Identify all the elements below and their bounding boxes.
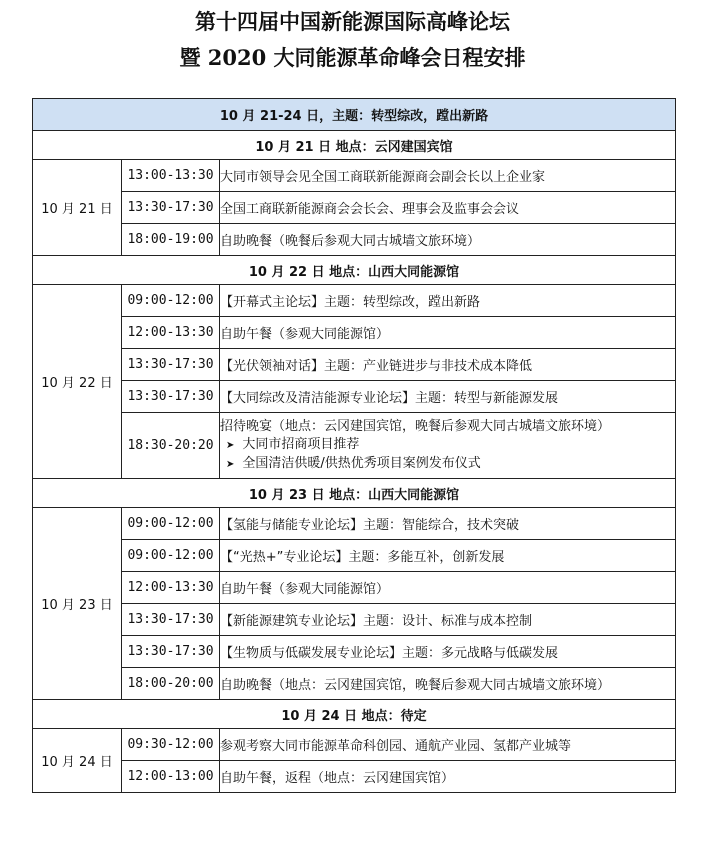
time-cell: 09:00-12:00: [122, 540, 220, 572]
day-bar: 10 月 22 日 地点：山西大同能源馆: [33, 256, 676, 285]
event-cell: 【大同综改及清洁能源专业论坛】主题：转型与新能源发展: [220, 381, 676, 413]
sub-item-text: 大同市招商项目推荐: [242, 436, 360, 452]
time-cell: 13:30-17:30: [122, 604, 220, 636]
event-cell: 全国工商联新能源商会会长会、理事会及监事会会议: [220, 192, 676, 224]
event-cell: 自助午餐（参观大同能源馆）: [220, 317, 676, 349]
time-cell: 13:30-17:30: [122, 349, 220, 381]
event-cell: 【新能源建筑专业论坛】主题：设计、标准与成本控制: [220, 604, 676, 636]
sub-item: [220, 436, 675, 455]
day-label: 10 月 23 日: [33, 508, 122, 700]
day-bar: 10 月 24 日 地点：待定: [33, 700, 676, 729]
time-cell: 13:30-17:30: [122, 381, 220, 413]
event-cell: 参观考察大同市能源革命科创园、通航产业园、氢都产业城等: [220, 729, 676, 761]
event-cell: [220, 413, 676, 479]
day-label: 10 月 21 日: [33, 160, 122, 256]
event-cell: 自助午餐（参观大同能源馆）: [220, 572, 676, 604]
schedule-table: [32, 98, 676, 793]
event-cell: 【氢能与储能专业论坛】主题：智能综合，技术突破: [220, 508, 676, 540]
day-bar: 10 月 23 日 地点：山西大同能源馆: [33, 479, 676, 508]
event-cell: 【生物质与低碳发展专业论坛】主题：多元战略与低碳发展: [220, 636, 676, 668]
event-cell: 【光伏领袖对话】主题：产业链进步与非技术成本降低: [220, 349, 676, 381]
time-cell: 13:00-13:30: [122, 160, 220, 192]
day-label: 10 月 24 日: [33, 729, 122, 793]
time-cell: 09:30-12:00: [122, 729, 220, 761]
sub-item: [220, 455, 675, 474]
event-text: 招待晚宴（地点：云冈建国宾馆，晚餐后参观大同古城墙文旅环境）: [220, 418, 611, 434]
time-cell: 13:30-17:30: [122, 192, 220, 224]
event-cell: 自助晚餐（晚餐后参观大同古城墙文旅环境）: [220, 224, 676, 256]
day-bar: 10 月 21 日 地点：云冈建国宾馆: [33, 131, 676, 160]
event-cell: 自助晚餐（地点：云冈建国宾馆，晚餐后参观大同古城墙文旅环境）: [220, 668, 676, 700]
time-cell: 09:00-12:00: [122, 285, 220, 317]
time-cell: 18:00-19:00: [122, 224, 220, 256]
time-cell: 18:30-20:20: [122, 413, 220, 479]
event-cell: 【开幕式主论坛】主题：转型综改，蹚出新路: [220, 285, 676, 317]
arrowhead-bullet-icon: ➤: [226, 439, 235, 451]
event-cell: 自助午餐，返程（地点：云冈建国宾馆）: [220, 761, 676, 793]
arrowhead-bullet-icon: ➤: [226, 458, 235, 470]
time-cell: 09:00-12:00: [122, 508, 220, 540]
page-title: 第十四届中国新能源国际高峰论坛: [195, 9, 510, 34]
page-subtitle: 暨 2020 大同能源革命峰会日程安排: [179, 45, 526, 70]
time-cell: 18:00-20:00: [122, 668, 220, 700]
event-cell: 【“光热+”专业论坛】主题：多能互补，创新发展: [220, 540, 676, 572]
time-cell: 12:00-13:30: [122, 572, 220, 604]
day-label: 10 月 22 日: [33, 285, 122, 479]
time-cell: 13:30-17:30: [122, 636, 220, 668]
sub-item-text: 全国清洁供暖/供热优秀项目案例发布仪式: [242, 455, 481, 471]
schedule-header: 10 月 21-24 日，主题：转型综改，蹚出新路: [33, 99, 676, 131]
time-cell: 12:00-13:00: [122, 761, 220, 793]
event-cell: 大同市领导会见全国工商联新能源商会副会长以上企业家: [220, 160, 676, 192]
time-cell: 12:00-13:30: [122, 317, 220, 349]
